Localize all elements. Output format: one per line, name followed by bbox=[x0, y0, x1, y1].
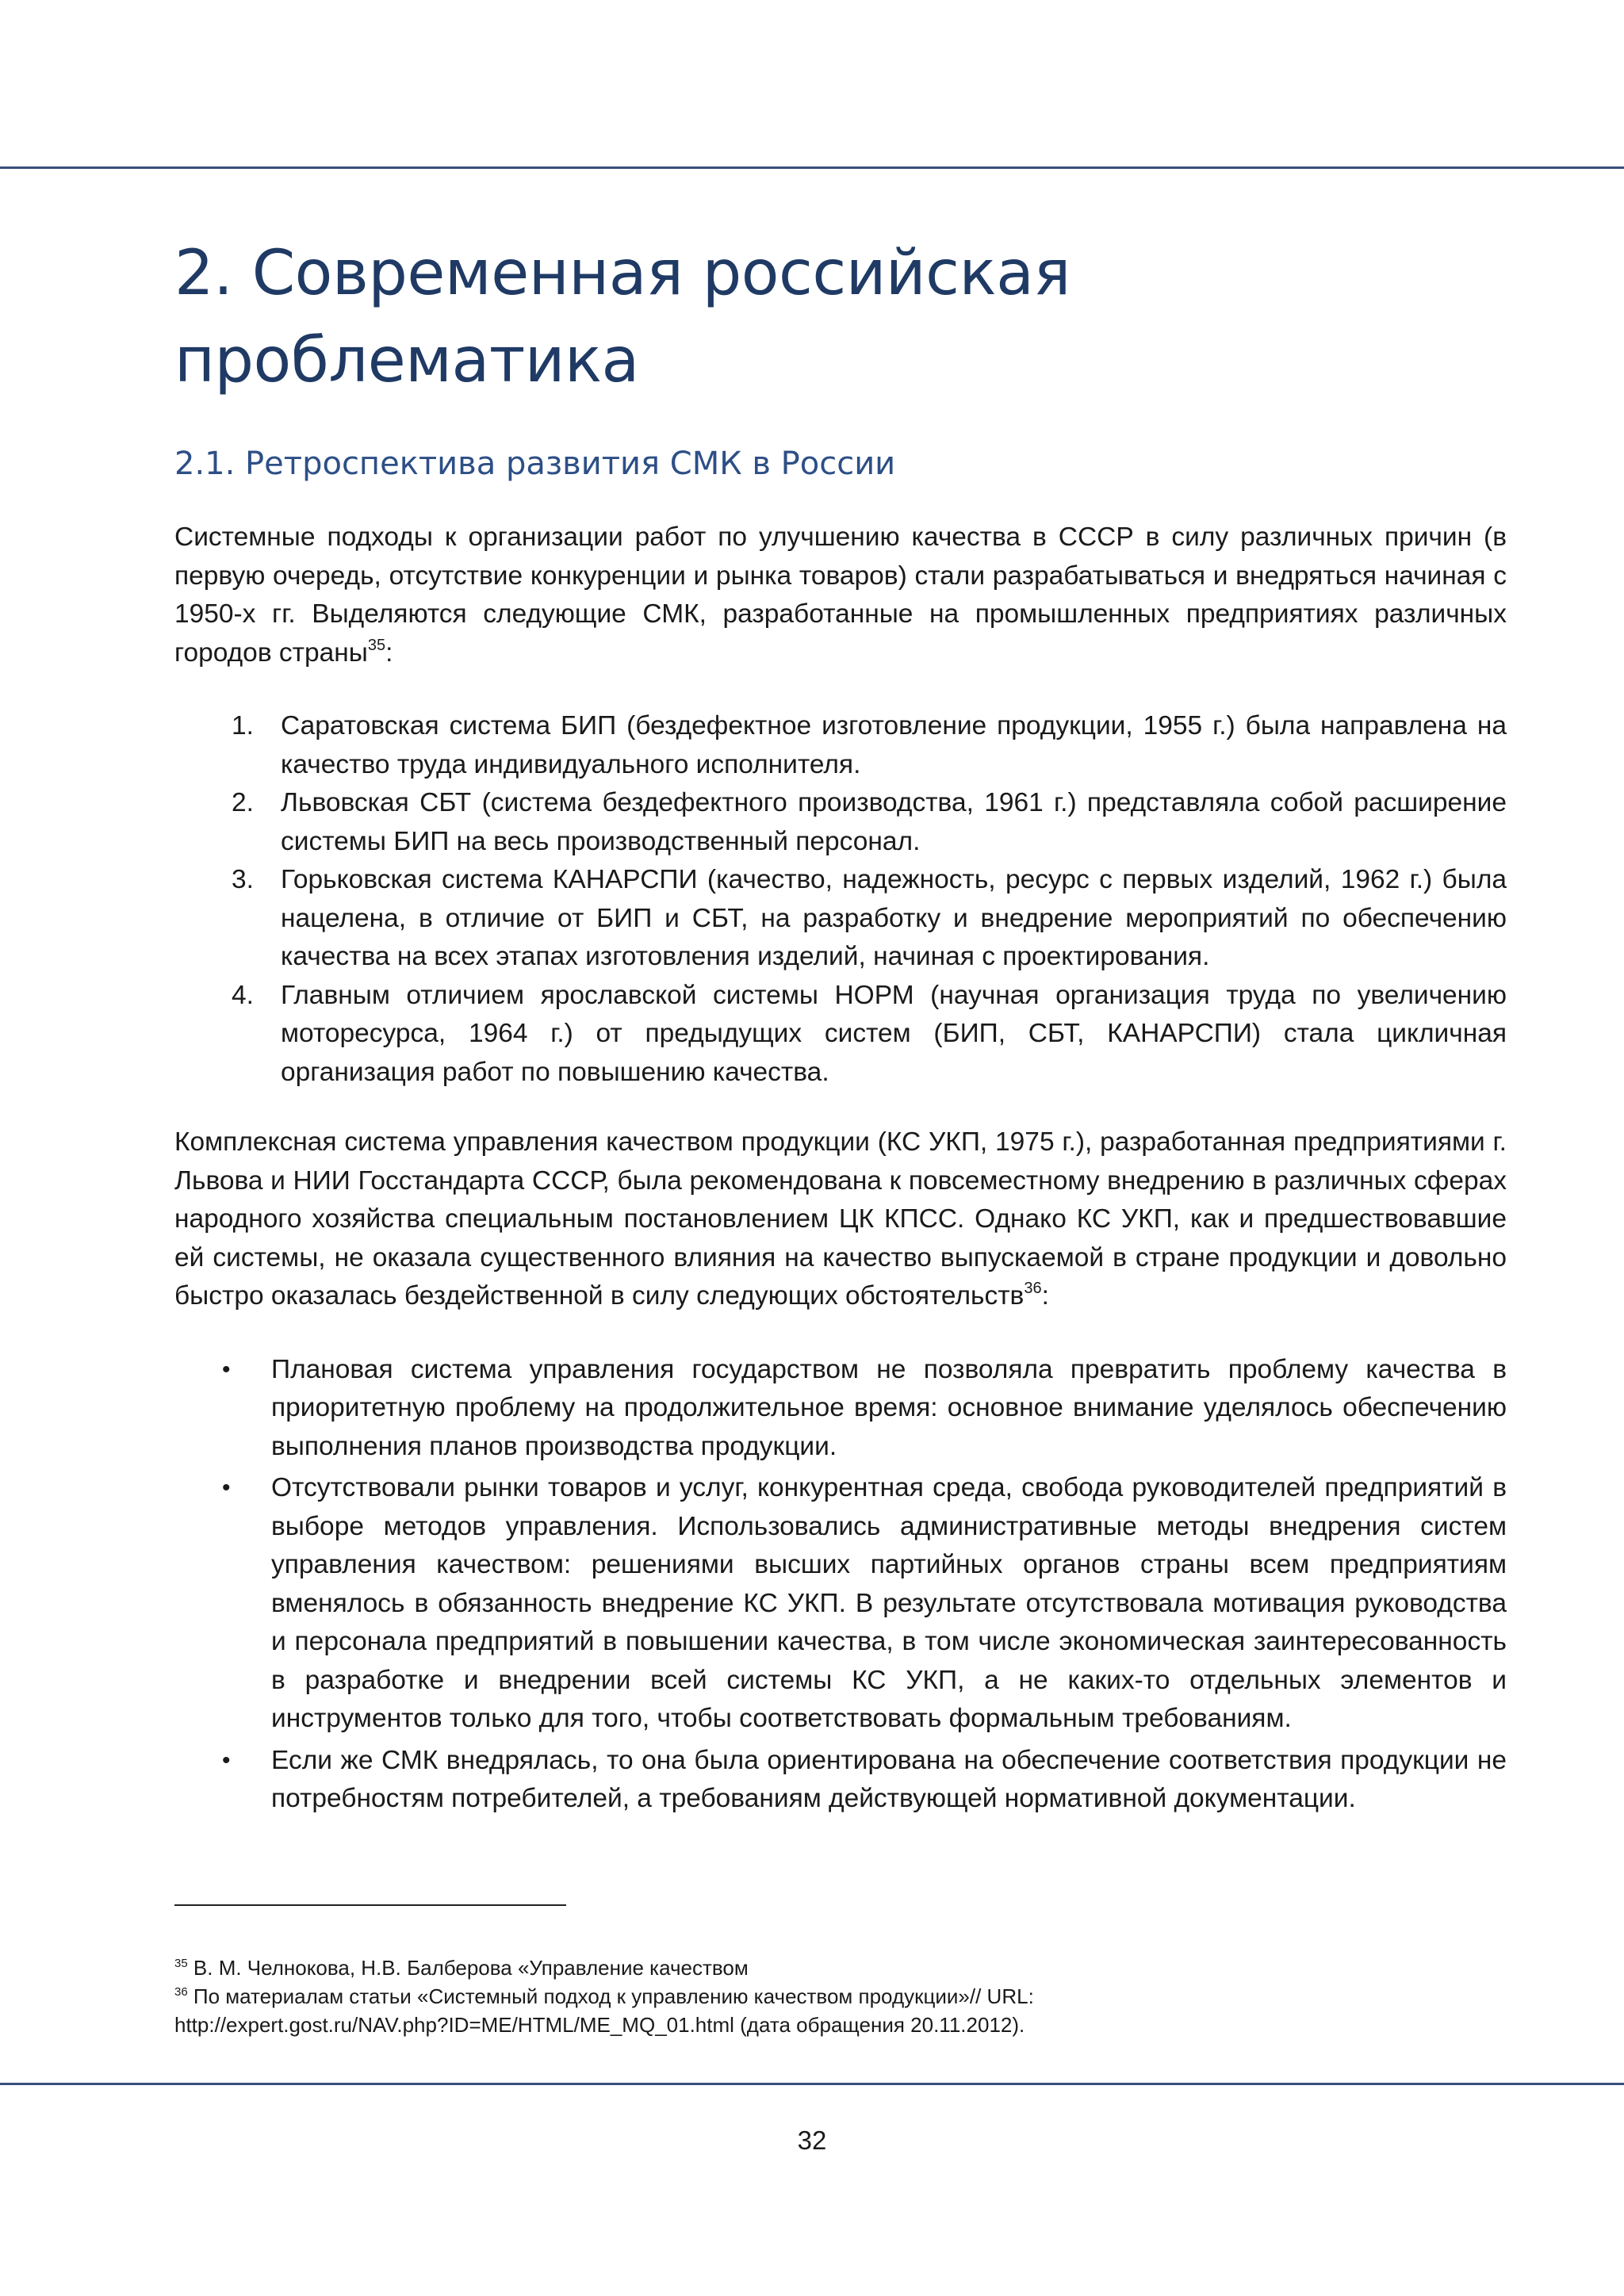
list-item-text: Горьковская система КАНАРСПИ (качество, надежность, ресурс с первых изделий, 1962 г.) была нацелена, в отличие от БИП и СБТ, на разработку и внедрение мероприятий по обеспечению качества на всех этапах изготовления изделий, начиная с проектирования. bbox=[281, 865, 1507, 971]
list-item bbox=[174, 861, 1507, 977]
ks-ukp-paragraph bbox=[174, 1123, 1507, 1316]
footnote-ref-36[interactable]: 36 bbox=[1024, 1280, 1042, 1297]
footnote-36 bbox=[174, 1982, 1522, 2011]
intro-paragraph bbox=[174, 519, 1507, 672]
bullet-icon: • bbox=[222, 1356, 231, 1383]
intro-paragraph-text: Системные подходы к организации работ по улучшению качества в СССР в силу различных причин (в первую очередь, отсутствие конкуренции и рынка товаров) стали разрабатываться и внедряться начиная с 1950-х гг. Выделяются следующие СМК, разработанные на промышленных предприятиях различных городов страны bbox=[174, 522, 1507, 668]
footnote-ref-35[interactable]: 35 bbox=[367, 636, 386, 654]
chapter-title: 2. Современная российская проблематика bbox=[174, 238, 1071, 396]
list-item bbox=[174, 1351, 1507, 1467]
footnote-36-url[interactable] bbox=[174, 2011, 1522, 2039]
list-number: 2. bbox=[232, 788, 254, 817]
page-number: 32 bbox=[797, 2126, 827, 2155]
footnote-35 bbox=[174, 1954, 1522, 1982]
footnote-number: 36 bbox=[174, 1985, 188, 1999]
section-title: 2.1. Ретроспектива развития СМК в России bbox=[174, 446, 896, 482]
bullet-icon: • bbox=[222, 1747, 231, 1774]
list-number: 3. bbox=[232, 865, 254, 894]
bullet-icon: • bbox=[222, 1475, 231, 1501]
qms-systems-list bbox=[174, 707, 1507, 1092]
list-item bbox=[174, 1469, 1507, 1739]
circumstances-list bbox=[174, 1351, 1507, 1819]
header-rule bbox=[0, 166, 1624, 169]
list-item-text: Отсутствовали рынки товаров и услуг, конкурентная среда, свобода руководителей предприятий в выборе методов управления. Использовались административные методы внедрения систем управления качеством: решениями высших партийных органов страны всем предприятиям вменялось в обязанность внедрение КС УКП. В результате отсутствовала мотивация руководства и персонала предприятий в повышении качества, в том числе экономическая заинтересованность в разработке и внедрении всей системы КС УКП, а не каких-то отдельных элементов и инструментов только для того, чтобы соответствовать формальным требованиям. bbox=[271, 1473, 1507, 1733]
list-number: 1. bbox=[232, 711, 254, 740]
footnote-separator bbox=[174, 1904, 566, 1906]
list-item-text: Львовская СБТ (система бездефектного производства, 1961 г.) представляла собой расширение системы БИП на весь производственный персонал. bbox=[281, 788, 1507, 856]
list-item-text: Саратовская система БИП (бездефектное изготовление продукции, 1955 г.) была направлена на качество труда индивидуального исполнителя. bbox=[281, 711, 1507, 779]
list-item-text: Если же СМК внедрялась, то она была ориентирована на обеспечение соответствия продукции не потребностям потребителей, а требованиям действующей нормативной документации. bbox=[271, 1745, 1507, 1813]
list-item bbox=[174, 977, 1507, 1093]
footnote-url-text[interactable]: http://expert.gost.ru/NAV.php?ID=ME/HTML/ME_MQ_01.html (дата обращения 20.11.2012). bbox=[174, 2013, 1025, 2037]
footnotes bbox=[174, 1954, 1522, 2039]
list-item-text: Плановая система управления государством не позволяла превратить проблему качества в приоритетную проблему на продолжительное время: основное внимание уделялось обеспечению выполнения планов производства продукции. bbox=[271, 1354, 1507, 1461]
page-content bbox=[174, 230, 1507, 1822]
intro-paragraph-tail: : bbox=[385, 637, 393, 668]
list-item bbox=[174, 784, 1507, 861]
list-item bbox=[174, 707, 1507, 784]
ks-ukp-paragraph-tail: : bbox=[1041, 1281, 1049, 1311]
footnote-number: 35 bbox=[174, 1957, 188, 1970]
footer-rule bbox=[0, 2083, 1624, 2085]
footnote-text: В. М. Челнокова, Н.В. Балберова «Управление качеством bbox=[187, 1956, 749, 1980]
list-item bbox=[174, 1742, 1507, 1819]
list-item-text: Главным отличием ярославской системы НОРМ (научная организация труда по увеличению моторесурса, 1964 г.) от предыдущих систем (БИП, СБТ, КАНАРСПИ) стала цикличная организация работ по повышению качества. bbox=[281, 980, 1507, 1087]
footnote-text: По материалам статьи «Системный подход к управлению качеством продукции»// URL: bbox=[187, 1984, 1034, 2008]
ks-ukp-paragraph-text: Комплексная система управления качеством продукции (КС УКП, 1975 г.), разработанная предприятиями г. Львова и НИИ Госстандарта СССР, была рекомендована к повсеместному внедрению в различных сферах народного хозяйства специальным постановлением ЦК КПСС. Однако КС УКП, как и предшествовавшие ей системы, не оказала существенного влияния на качество выпускаемой в стране продукции и довольно быстро оказалась бездейственной в силу следующих обстоятельств bbox=[174, 1127, 1507, 1311]
list-number: 4. bbox=[232, 980, 254, 1010]
